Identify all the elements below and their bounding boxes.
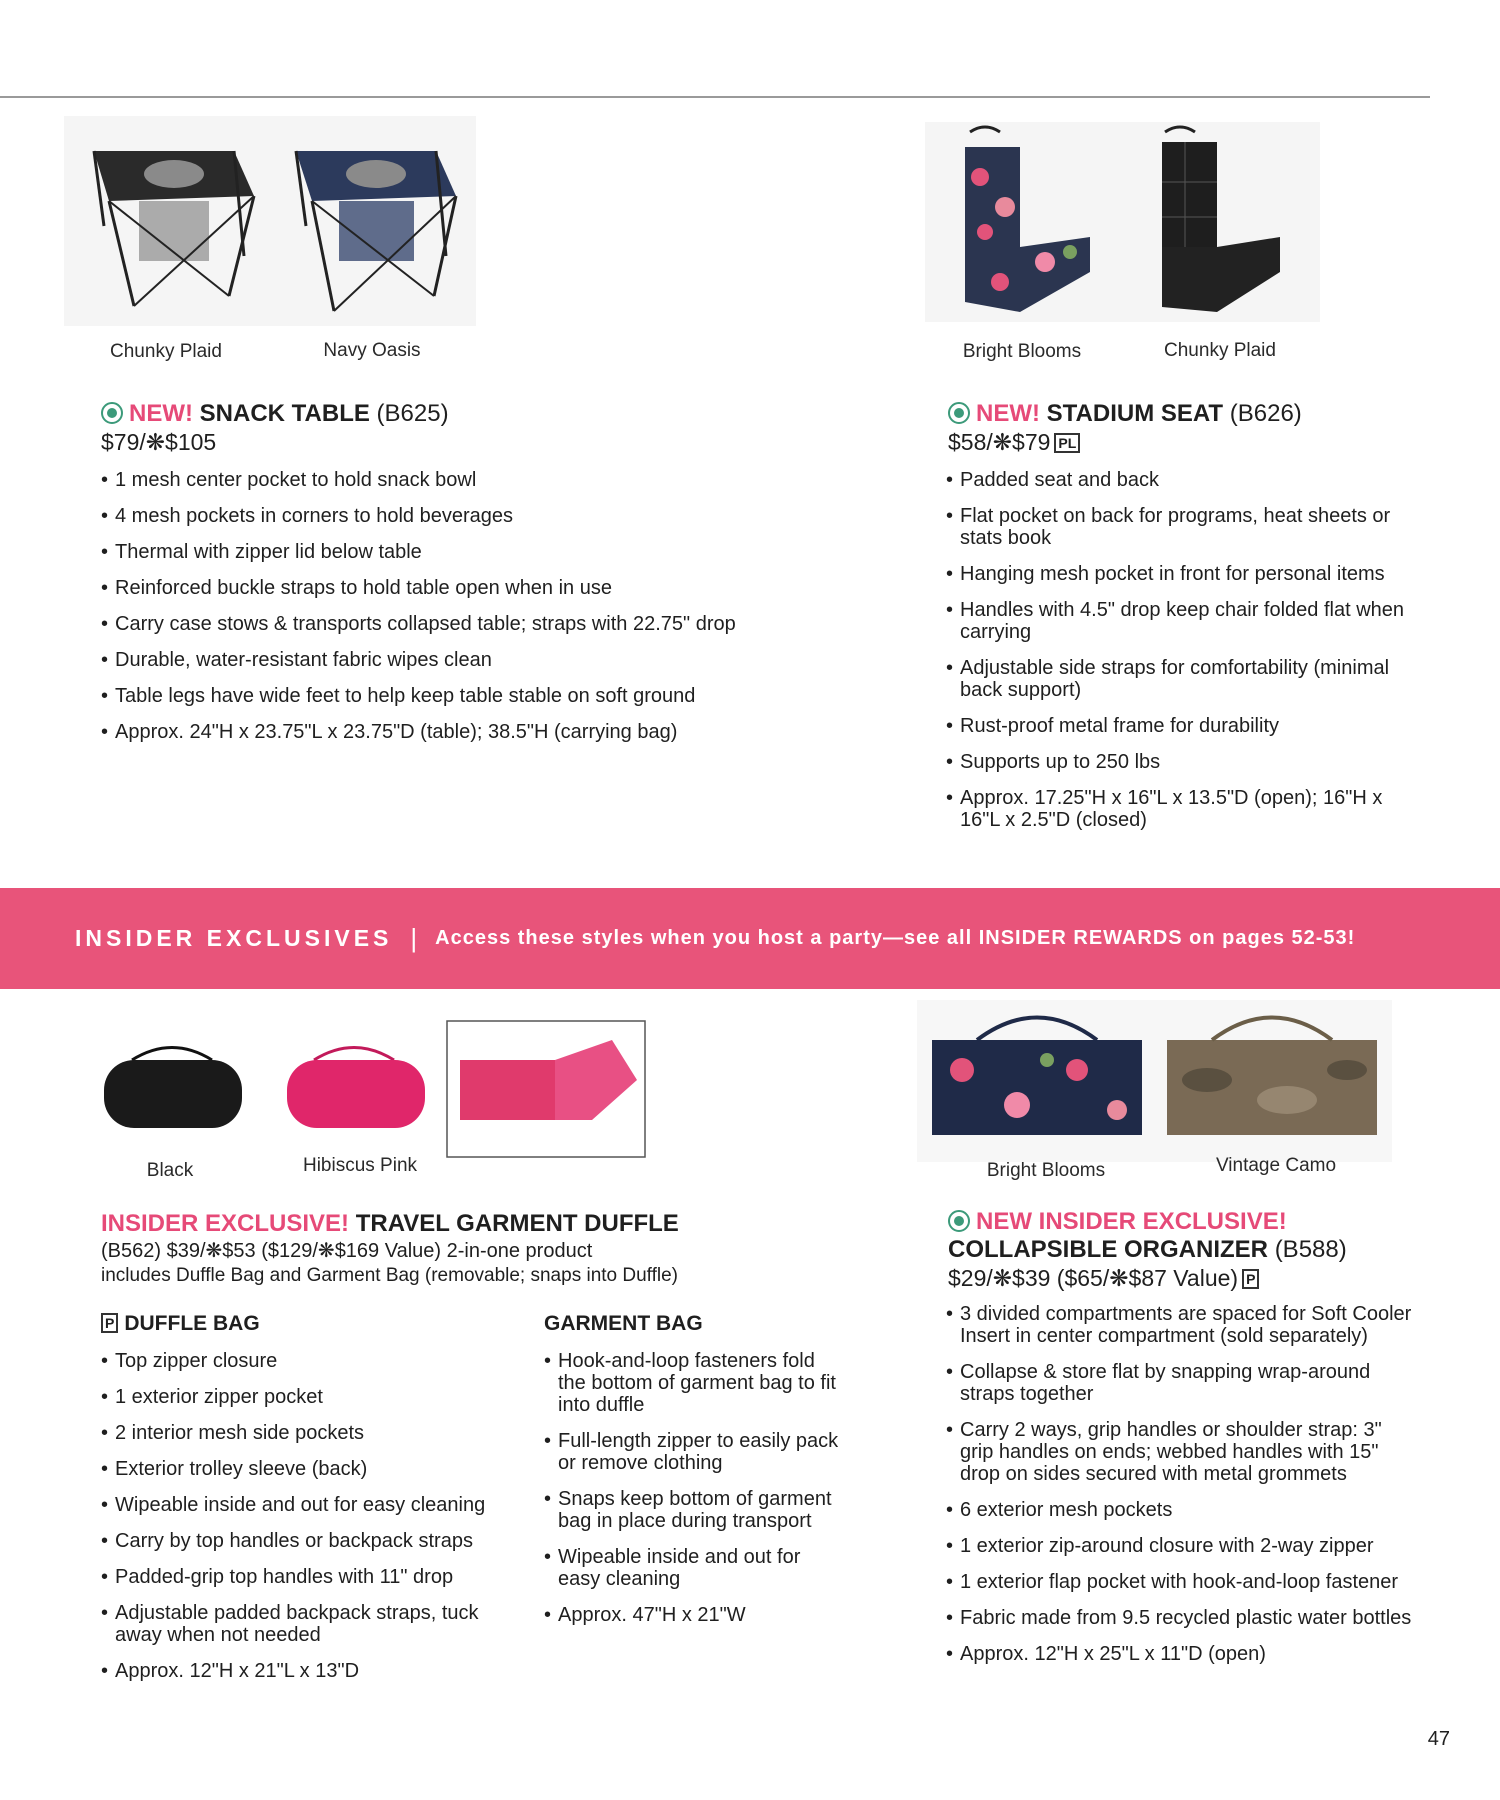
insider-exclusives-banner <box>0 888 1500 989</box>
product-name: TRAVEL GARMENT DUFFLE <box>355 1210 679 1237</box>
feature-item: • 6 exterior mesh pockets <box>946 1499 1416 1521</box>
feature-item: • 4 mesh pockets in corners to hold beverages <box>101 505 801 527</box>
feature-item: • Carry case stows & transports collapsed table; straps with 22.75" drop <box>101 613 801 635</box>
feature-item: • 1 exterior zip-around closure with 2-way zipper <box>946 1535 1416 1557</box>
feature-item: • Table legs have wide feet to help keep table stable on soft ground <box>101 685 801 707</box>
banner-separator: | <box>410 923 418 953</box>
price-ca: $39 ($65/ <box>1012 1265 1110 1291</box>
feature-item: • 1 exterior zipper pocket <box>101 1386 521 1408</box>
organizer-photo <box>917 1000 1392 1162</box>
feature-item: • 2 interior mesh side pockets <box>101 1422 521 1444</box>
personalize-badge: P <box>1242 1269 1259 1289</box>
garment-bag-heading: GARMENT BAG <box>544 1312 703 1335</box>
feature-item: • Thermal with zipper lid below table <box>101 541 801 563</box>
feature-item: • Supports up to 250 lbs <box>946 751 1416 773</box>
duffle-photo <box>92 1020 647 1160</box>
feature-item: • Approx. 12"H x 21"L x 13"D <box>101 1660 521 1682</box>
feature-item: • Flat pocket on back for programs, heat sheets or stats book <box>946 505 1416 549</box>
personalize-badge: PL <box>1054 433 1080 453</box>
product-code: (B626) <box>1229 400 1302 427</box>
price-ca: $79 <box>1012 429 1051 455</box>
recycle-icon <box>948 402 970 424</box>
duffle-price-line <box>101 1240 592 1263</box>
feature-item: • Approx. 47"H x 21"W <box>544 1604 844 1626</box>
organizer-heading <box>948 1208 1287 1236</box>
maple-leaf-icon: ❋ <box>145 429 166 455</box>
stadium-seat-price <box>948 428 1080 456</box>
feature-item: • Padded-grip top handles with 11" drop <box>101 1566 521 1588</box>
exclusive-label: INSIDER EXCLUSIVE! <box>101 1210 350 1237</box>
maple-leaf-icon: ❋ <box>205 1240 223 1262</box>
snack-table-caption-2: Navy Oasis <box>323 340 421 361</box>
duffle-caption-1: Black <box>146 1160 194 1181</box>
product-name: SNACK TABLE <box>199 400 370 427</box>
feature-item: • Handles with 4.5" drop keep chair folded flat when carrying <box>946 599 1416 643</box>
maple-leaf-icon: ❋ <box>317 1240 335 1262</box>
duffle-description: includes Duffle Bag and Garment Bag (removable; snaps into Duffle) <box>101 1265 679 1286</box>
feature-item: • Reinforced buckle straps to hold table open when in use <box>101 577 801 599</box>
value-text: $87 Value) <box>1128 1265 1239 1291</box>
feature-item: • Hook-and-loop fasteners fold the bottom of garment bag to fit into duffle <box>544 1350 844 1416</box>
organizer-features <box>946 1303 1416 1679</box>
price-us: $79/ <box>101 429 146 455</box>
feature-item: • Adjustable padded backpack straps, tuck away when not needed <box>101 1602 521 1646</box>
stadium-seat-photo <box>925 122 1320 322</box>
page-number: 47 <box>1427 1728 1450 1750</box>
snack-table-photo <box>64 116 476 326</box>
feature-item: • Padded seat and back <box>946 469 1416 491</box>
feature-item: • Wipeable inside and out for easy cleaning <box>544 1546 844 1590</box>
feature-item: • 1 mesh center pocket to hold snack bowl <box>101 469 801 491</box>
product-name: STADIUM SEAT <box>1046 400 1224 427</box>
feature-item: • 3 divided compartments are spaced for Soft Cooler Insert in center compartment (sold separately) <box>946 1303 1416 1347</box>
snack-table-heading <box>101 400 449 428</box>
banner-title: INSIDER EXCLUSIVES <box>75 925 393 951</box>
duffle-bag-heading <box>101 1312 260 1336</box>
duffle-heading <box>101 1210 679 1238</box>
price-us: (B562) $39/ <box>101 1240 206 1262</box>
feature-item: • Rust-proof metal frame for durability <box>946 715 1416 737</box>
feature-item: • Carry by top handles or backpack straps <box>101 1530 521 1552</box>
duffle-bag-features <box>101 1350 521 1696</box>
feature-item: • Top zipper closure <box>101 1350 521 1372</box>
feature-item: • Wipeable inside and out for easy cleaning <box>101 1494 521 1516</box>
feature-item: • Snaps keep bottom of garment bag in place during transport <box>544 1488 844 1532</box>
duffle-bag-title: DUFFLE BAG <box>124 1312 260 1335</box>
exclusive-label: NEW INSIDER EXCLUSIVE! <box>976 1208 1287 1235</box>
product-code: (B625) <box>376 400 449 427</box>
product-code: (B588) <box>1274 1236 1347 1263</box>
feature-item: • Hanging mesh pocket in front for personal items <box>946 563 1416 585</box>
maple-leaf-icon: ❋ <box>1109 1265 1129 1291</box>
feature-item: • Carry 2 ways, grip handles or shoulder strap: 3" grip handles on ends; webbed handles with 15" drop on sides secured with metal grommets <box>946 1419 1416 1485</box>
new-label: NEW! <box>129 400 193 427</box>
snack-table-caption-1: Chunky Plaid <box>110 341 222 362</box>
price-ca: $53 ($129/ <box>222 1240 318 1262</box>
snack-table-features <box>101 469 801 757</box>
top-rule <box>0 96 1430 98</box>
price-ca: $105 <box>165 429 217 455</box>
recycle-icon <box>948 1210 970 1232</box>
organizer-caption-2: Vintage Camo <box>1215 1155 1337 1176</box>
banner-text: Access these styles when you host a party—see all INSIDER REWARDS on pages 52-53! <box>435 927 1356 949</box>
stadium-seat-caption-1: Bright Blooms <box>962 341 1082 362</box>
feature-item: • Adjustable side straps for comfortability (minimal back support) <box>946 657 1416 701</box>
organizer-caption-1: Bright Blooms <box>986 1160 1106 1181</box>
personalize-badge: P <box>101 1313 118 1333</box>
stadium-seat-heading <box>948 400 1302 428</box>
maple-leaf-icon: ❋ <box>992 1265 1013 1291</box>
feature-item: • Full-length zipper to easily pack or remove clothing <box>544 1430 844 1474</box>
feature-item: • Collapse & store flat by snapping wrap-around straps together <box>946 1361 1416 1405</box>
stadium-seat-caption-2: Chunky Plaid <box>1164 340 1276 361</box>
feature-item: • Fabric made from 9.5 recycled plastic water bottles <box>946 1607 1416 1629</box>
recycle-icon <box>101 402 123 424</box>
organizer-title <box>948 1236 1347 1264</box>
new-label: NEW! <box>976 400 1040 427</box>
feature-item: • Approx. 12"H x 25"L x 11"D (open) <box>946 1643 1416 1665</box>
feature-item: • Durable, water-resistant fabric wipes clean <box>101 649 801 671</box>
feature-item: • 1 exterior flap pocket with hook-and-loop fastener <box>946 1571 1416 1593</box>
organizer-price <box>948 1264 1259 1292</box>
maple-leaf-icon: ❋ <box>992 429 1013 455</box>
duffle-caption-2: Hibiscus Pink <box>302 1155 418 1176</box>
stadium-seat-features <box>946 469 1416 845</box>
feature-item: • Approx. 24"H x 23.75"L x 23.75"D (table); 38.5"H (carrying bag) <box>101 721 801 743</box>
garment-bag-features <box>544 1350 844 1640</box>
feature-item: • Approx. 17.25"H x 16"L x 13.5"D (open); 16"H x 16"L x 2.5"D (closed) <box>946 787 1416 831</box>
product-name: COLLAPSIBLE ORGANIZER <box>948 1236 1269 1263</box>
price-us: $29/ <box>948 1265 993 1291</box>
snack-table-price <box>101 428 216 456</box>
feature-item: • Exterior trolley sleeve (back) <box>101 1458 521 1480</box>
price-us: $58/ <box>948 429 993 455</box>
value-text: $169 Value) 2-in-one product <box>334 1240 593 1262</box>
